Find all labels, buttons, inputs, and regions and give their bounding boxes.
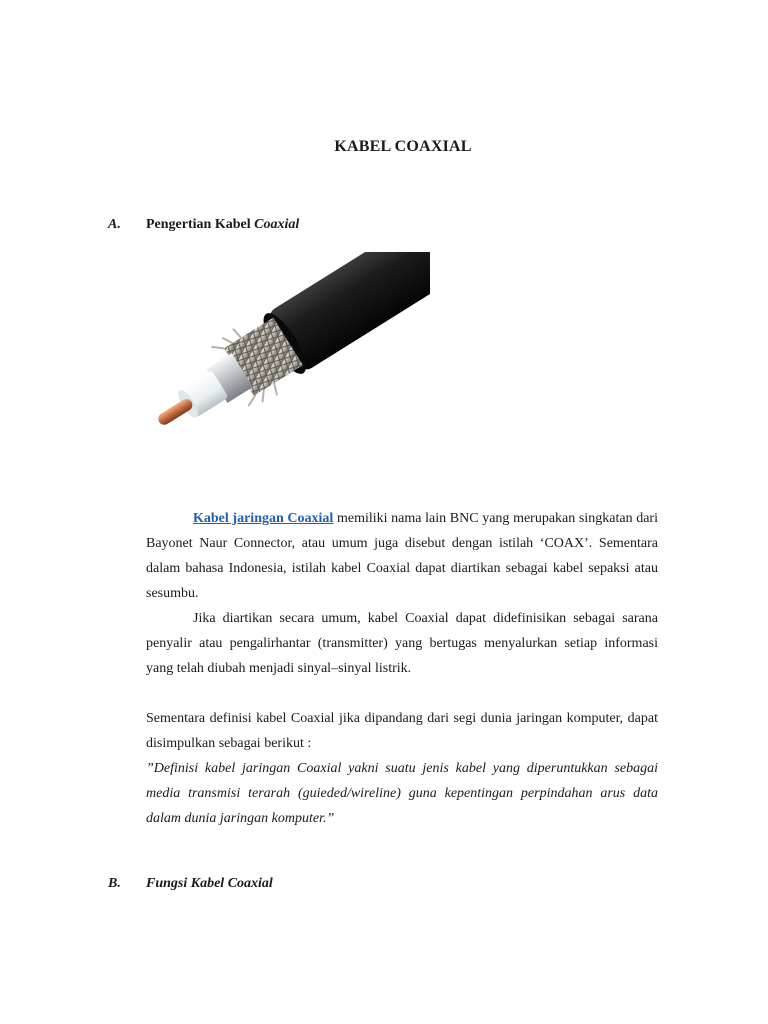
section-a-label: Pengertian Kabel xyxy=(146,217,255,232)
paragraph-1-text: memiliki nama lain BNC yang merupakan singkatan dari Bayonet Naur Connector, atau umum juga disebut dengan istilah ‘COAX’. Sementara dalam bahasa Indonesia, istilah kabel Coaxial dapat diartikan sebagai kabel sepaksi atau sesumbu. xyxy=(146,511,658,601)
section-a-number: A. xyxy=(108,217,121,232)
section-b-heading xyxy=(108,876,273,892)
definition-quote: ”Definisi kabel jaringan Coaxial yakni suatu jenis kabel yang diperuntukkan sebagai media transmisi terarah (guieded/wireline) guna kepentingan perpindahan arus data dalam dunia jaringan komputer.” xyxy=(146,761,658,826)
paragraph-1b-text: Jika diartikan secara umum, kabel Coaxial dapat didefinisikan sebagai sarana penyalir atau pengalirhantar (transmitter) yang bertugas menyalurkan setiap informasi yang telah diubah menjadi sinyal–sinyal listrik. xyxy=(146,611,658,676)
coaxial-link[interactable]: Kabel jaringan Coaxial xyxy=(193,511,334,526)
coaxial-cable-photo xyxy=(140,252,430,452)
section-b-label: Fungsi Kabel Coaxial xyxy=(146,876,273,891)
section-a-heading xyxy=(108,217,299,233)
section-b-number: B. xyxy=(108,876,121,891)
document-title: KABEL COAXIAL xyxy=(334,138,472,155)
paragraph-2-text: Sementara definisi kabel Coaxial jika dipandang dari segi dunia jaringan komputer, dapat disimpulkan sebagai berikut : xyxy=(146,711,658,751)
paragraph-1 xyxy=(146,506,658,681)
section-a-label-italic: Coaxial xyxy=(254,217,300,232)
paragraph-2 xyxy=(146,706,658,831)
